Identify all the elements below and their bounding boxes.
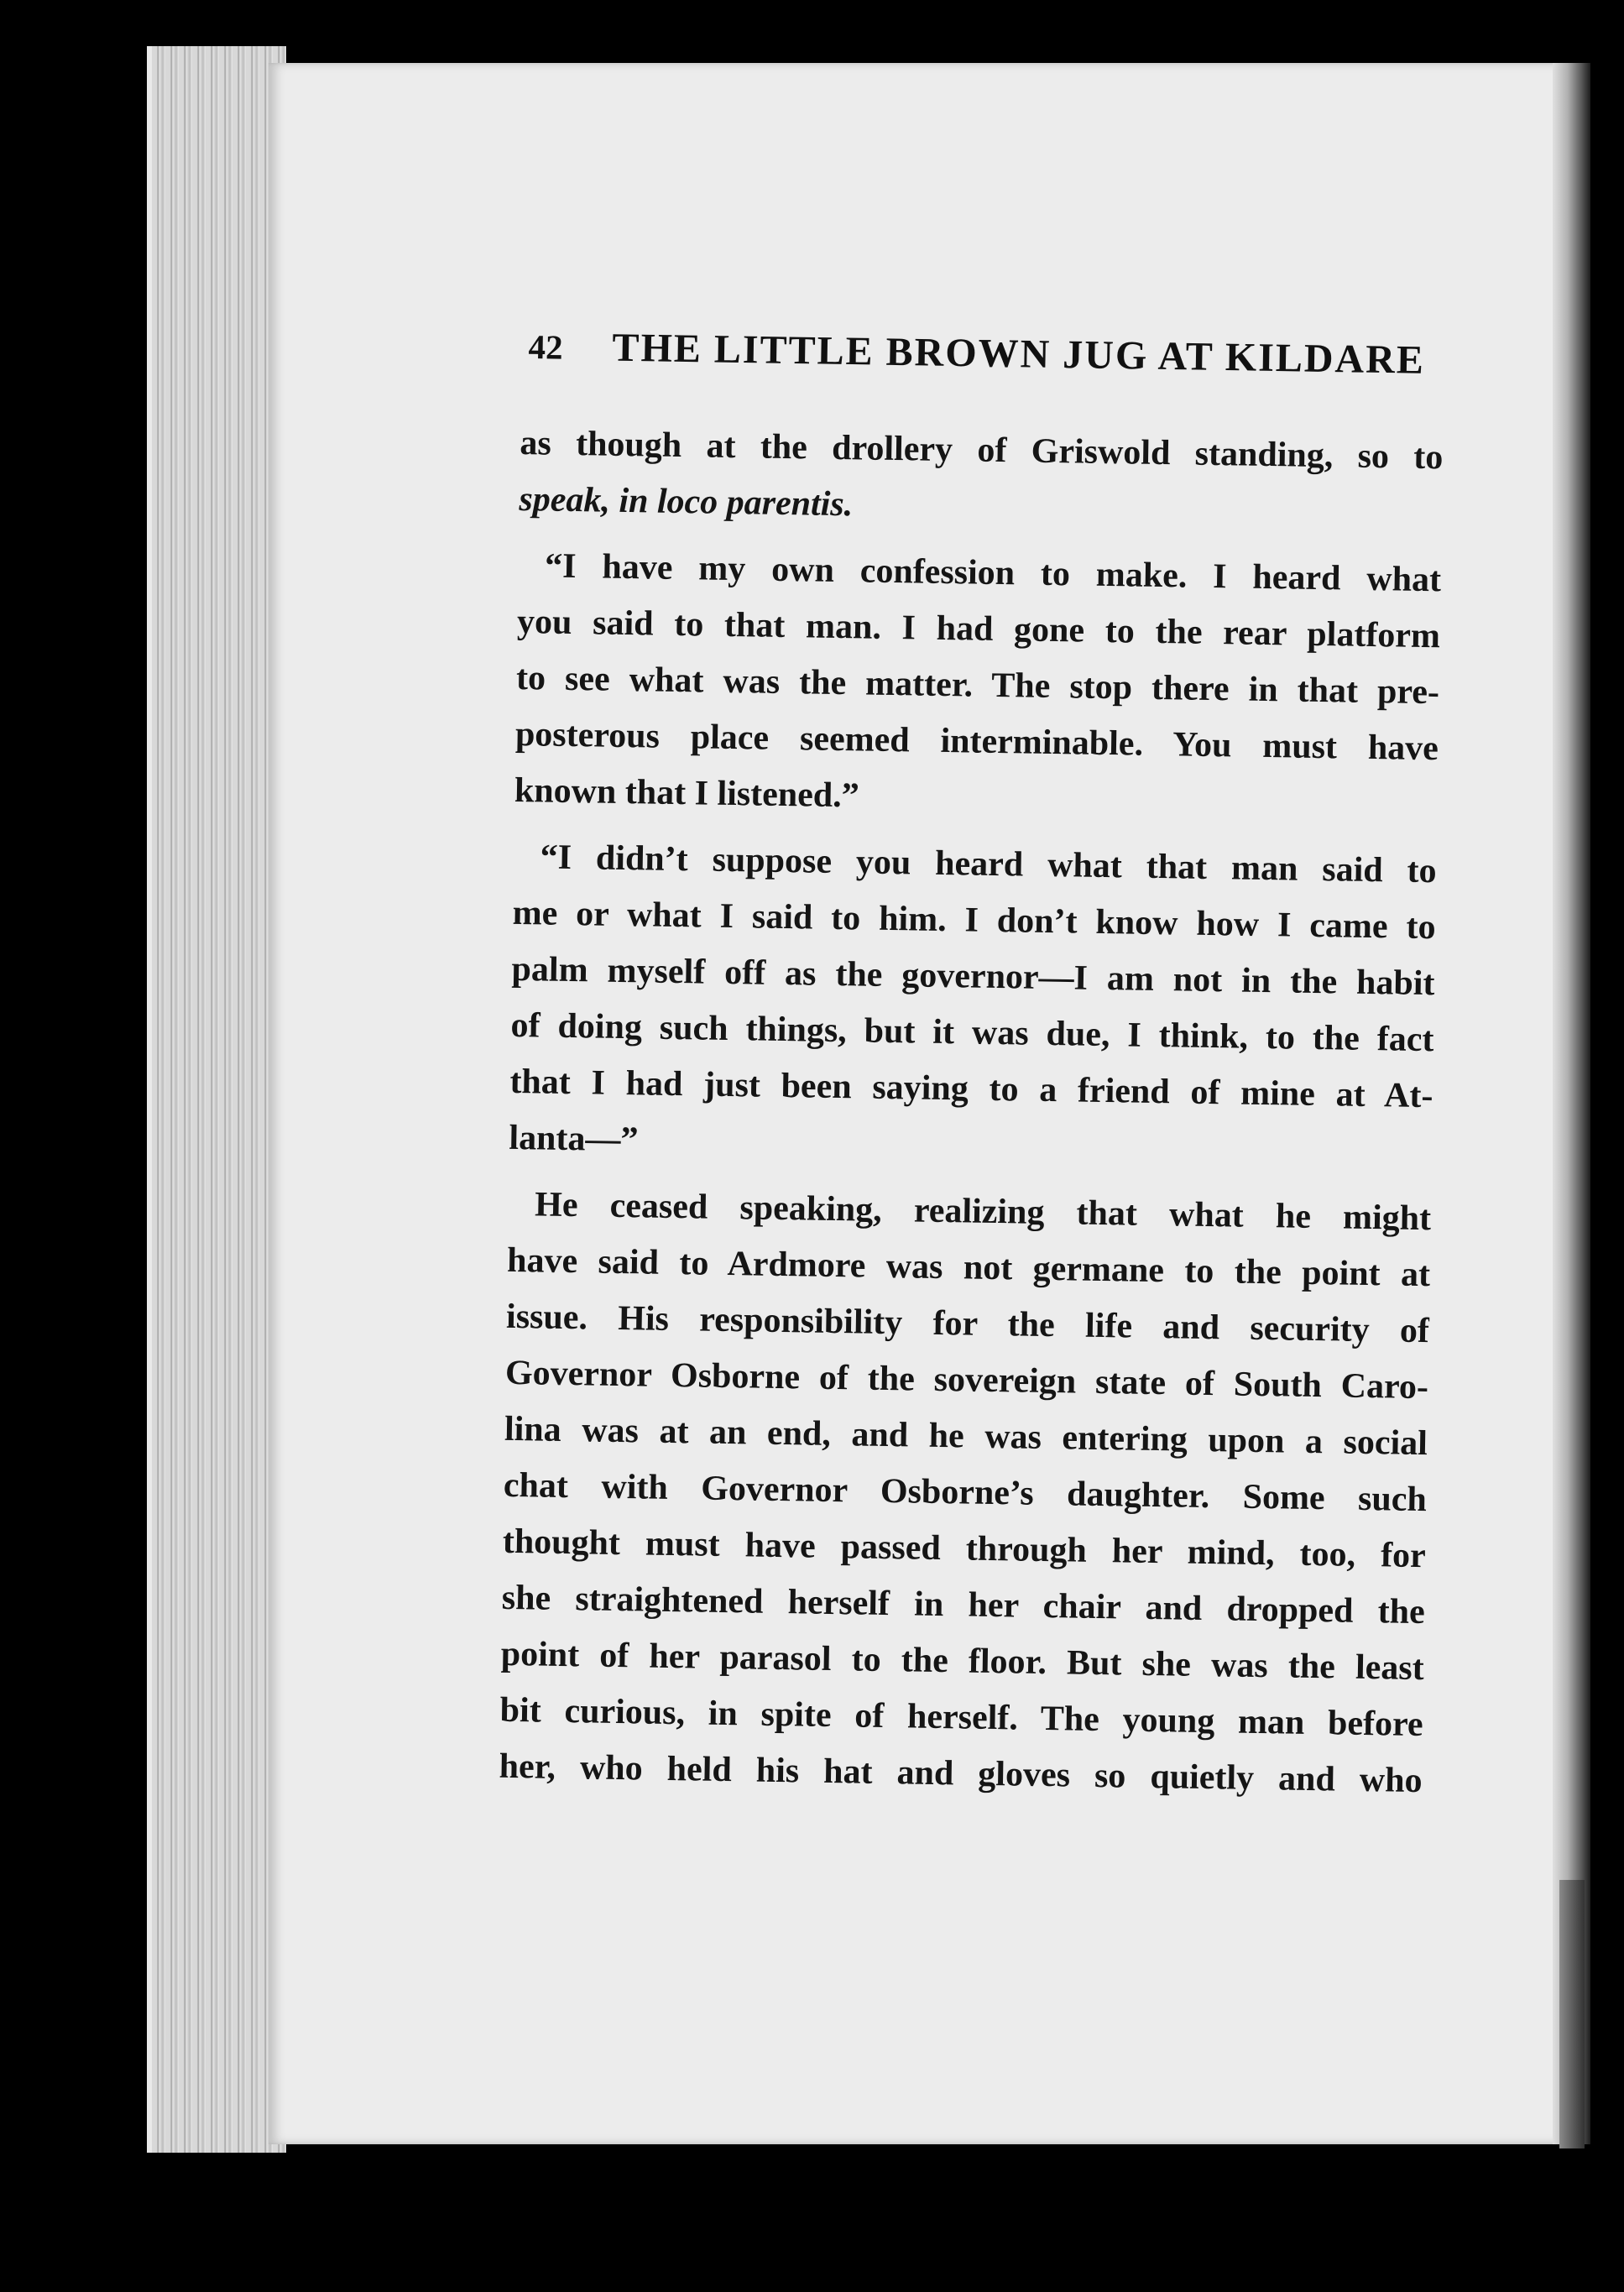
text-line: speak, in loco parentis.: [519, 479, 854, 525]
running-title: THE LITTLE BROWN JUG AT KILDARE: [612, 325, 1426, 383]
text-line: she straightened herself in her chair and dropped the: [501, 1578, 1426, 1632]
page-gutter-shadow: [1553, 63, 1590, 2144]
text-line: “I didn’t suppose you heard what that man said to: [540, 838, 1437, 891]
text-line: point of her parasol to the floor. But she was the least: [500, 1634, 1425, 1689]
text-line: “I have my own confession to make. I heard what: [544, 546, 1442, 600]
text-line: lina was at an end, and he was entering upon a social: [504, 1409, 1428, 1464]
page-number: 42: [528, 326, 563, 367]
page-edges: [147, 46, 286, 2153]
text-line: thought must have passed through her mind, too, for: [502, 1522, 1427, 1576]
text-line: of doing such things, but it was due, I think, to the fact: [510, 1005, 1434, 1060]
text-line: that I had just been saying to a friend of mine at At-: [509, 1062, 1433, 1116]
text-line: palm myself off as the governor—I am not in the habit: [511, 949, 1435, 1004]
text-line: have said to Ardmore was not germane to the point at: [506, 1240, 1431, 1295]
text-line: me or what I said to him. I don’t know how I came to: [512, 893, 1436, 948]
text-line: posterous place seemed interminable. You must have: [514, 714, 1439, 769]
text-line: you said to that man. I had gone to the rear platform: [516, 602, 1441, 656]
text-line: to see what was the matter. The stop there in that pre-: [515, 658, 1440, 713]
text-line: bit curious, in spite of herself. The young man before: [499, 1690, 1423, 1745]
text-line: He ceased speaking, realizing that what he might: [534, 1185, 1432, 1239]
text-line: her, who held his hat and gloves so quietly and who: [499, 1746, 1423, 1801]
text-line: as though at the drollery of Griswold standing, so to: [520, 423, 1444, 478]
text-line: lanta—”: [509, 1118, 639, 1160]
page-edge-shadow: [1559, 1880, 1585, 2148]
text-line: chat with Governor Osborne’s daughter. Some such: [503, 1465, 1428, 1520]
text-line: issue. His responsibility for the life and security of: [505, 1297, 1430, 1351]
text-line: known that I listened.”: [514, 770, 860, 816]
text-line: Governor Osborne of the sovereign state of South Caro-: [504, 1353, 1429, 1407]
body-text: [499, 415, 1444, 1809]
